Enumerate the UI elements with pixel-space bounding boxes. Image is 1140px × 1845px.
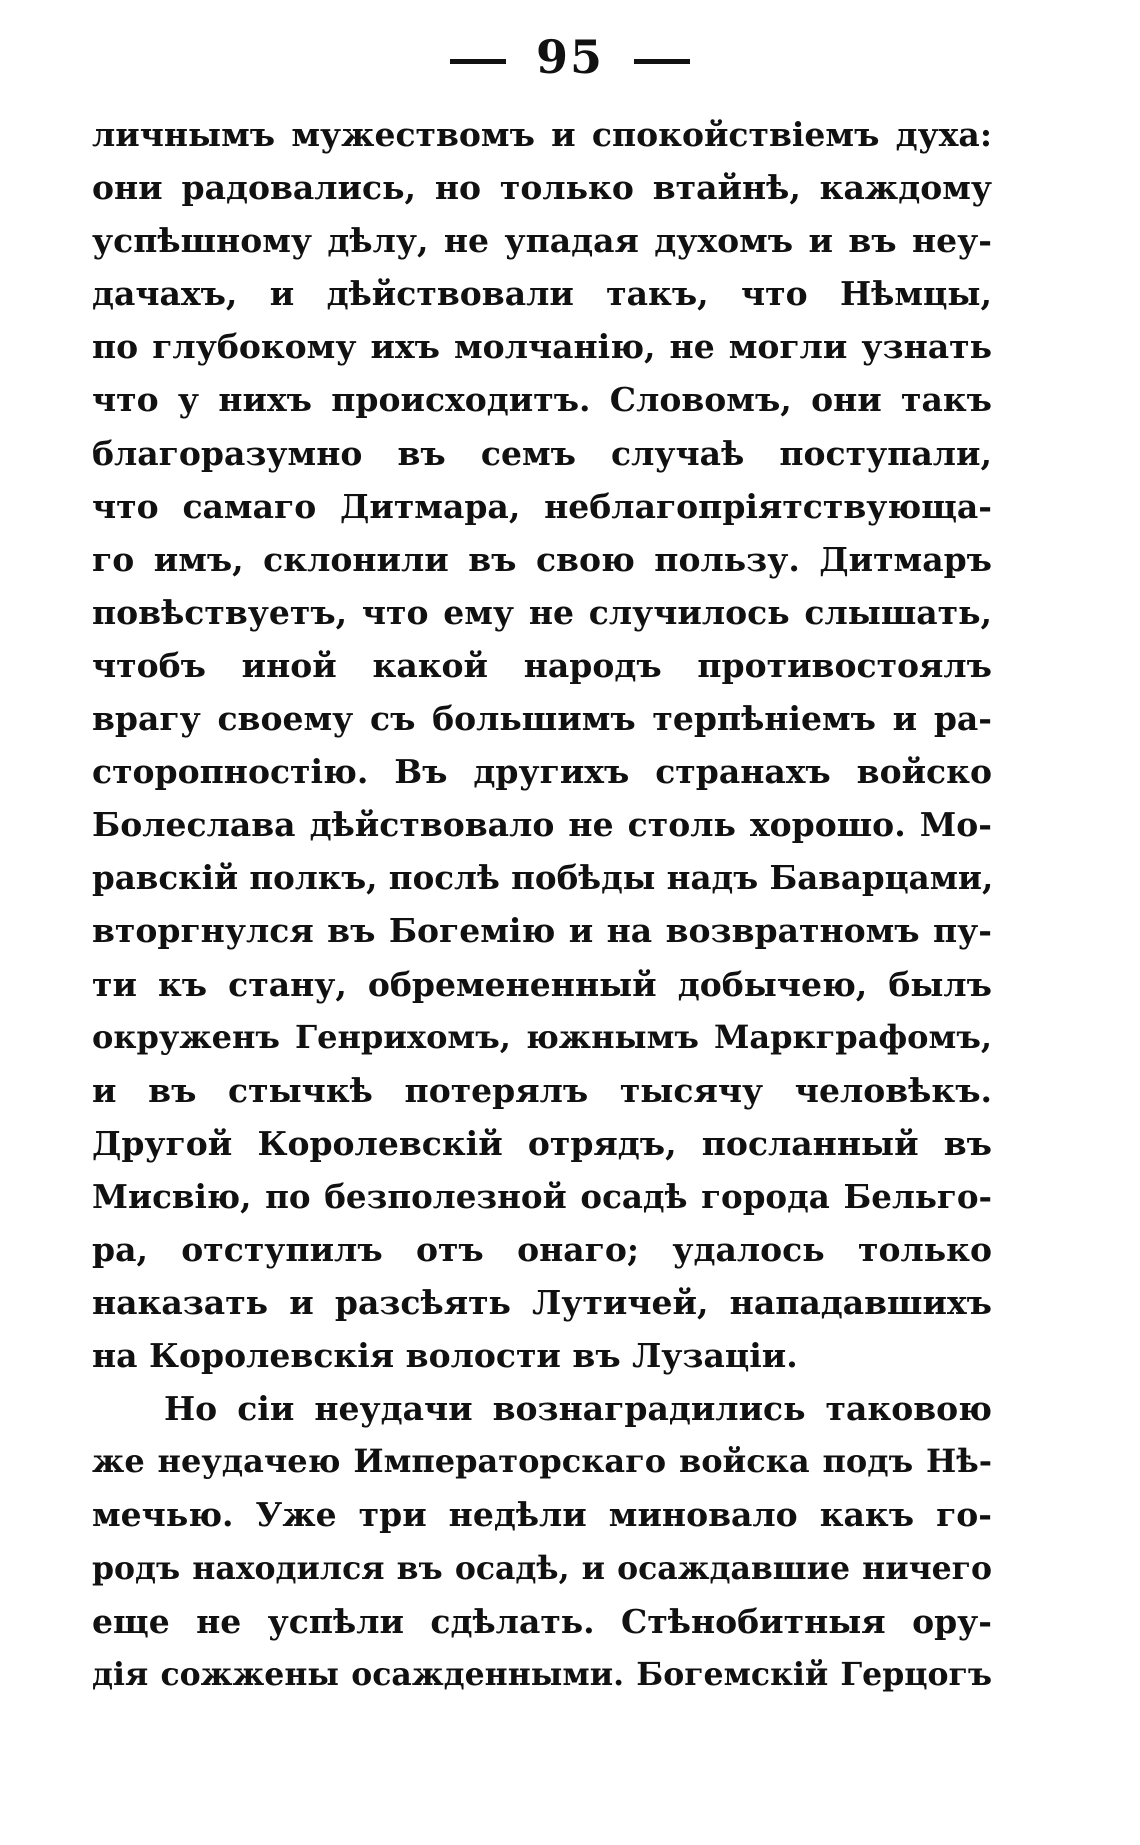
- page-header: [0, 30, 1140, 84]
- text-line: Болеслава дѣйствовало не столь хорошо. Мо-: [92, 805, 992, 845]
- text-line: что самаго Дитмара, неблагопріятствующа-: [92, 486, 992, 526]
- text-line: благоразумно въ семъ случаѣ поступали,: [92, 433, 992, 473]
- text-line: наказать и разсѣять Лутичей, нападавшихъ: [92, 1283, 992, 1323]
- text-line: Но сіи неудачи вознаградились таковою: [164, 1389, 992, 1429]
- text-line: го имъ, склонили въ свою пользу. Дитмаръ: [92, 539, 992, 579]
- text-line: врагу своему съ большимъ терпѣніемъ и ра-: [92, 699, 992, 739]
- text-line: родъ находился въ осадѣ, и осаждавшие ничего: [92, 1549, 992, 1587]
- text-line: и въ стычкѣ потерялъ тысячу человѣкъ.: [92, 1070, 992, 1110]
- header-dash-left: [420, 30, 536, 84]
- header-dash-right: [604, 30, 720, 84]
- paragraph: [92, 108, 992, 1382]
- text-line: Мисвію, по безполезной осадѣ города Бельго-: [92, 1176, 992, 1216]
- text-line: личнымъ мужествомъ и спокойствіемъ духа:: [92, 115, 992, 154]
- page-number: 95: [535, 30, 604, 84]
- text-line: чтобъ иной какой народъ противостоялъ: [92, 645, 992, 685]
- text-line: успѣшному дѣлу, не упадая духомъ и въ неу-: [92, 221, 992, 261]
- text-line: еще не успѣли сдѣлать. Стѣнобитныя ору-: [92, 1601, 992, 1641]
- text-line: что у нихъ происходитъ. Словомъ, они такъ: [92, 380, 992, 420]
- text-line: ти къ стану, обремененный добычею, былъ: [92, 964, 992, 1004]
- text-line: повѣствуетъ, что ему не случилось слышать,: [92, 592, 992, 632]
- text-line: вторгнулся въ Богемію и на возвратномъ пу-: [92, 911, 992, 951]
- text-line: на Королевскія волости въ Лузаціи.: [92, 1336, 798, 1376]
- text-line: сторопностію. Въ другихъ странахъ войско: [92, 752, 992, 792]
- paragraph: [92, 1382, 992, 1701]
- text-line: ра, отступилъ отъ онаго; удалось только: [92, 1229, 992, 1269]
- text-line: мечью. Уже три недѣли миновало какъ го-: [92, 1495, 992, 1535]
- text-line: же неудачею Императорскаго войска подъ Нѣ-: [92, 1442, 992, 1481]
- text-line: окруженъ Генрихомъ, южнымъ Маркграфомъ,: [92, 1017, 992, 1056]
- text-line: равскій полкъ, послѣ побѣды надъ Баварцами,: [92, 858, 994, 898]
- text-line: по глубокому ихъ молчанію, не могли узнать: [92, 327, 992, 367]
- text-line: они радовались, но только втайнѣ, каждому: [92, 168, 992, 208]
- text-line: дачахъ, и дѣйствовали такъ, что Нѣмцы,: [92, 274, 992, 314]
- text-line: дія сожжены осажденными. Богемскій Герцогъ: [92, 1655, 992, 1693]
- text-line: Другой Королевскій отрядъ, посланный въ: [92, 1123, 992, 1163]
- body-text: [92, 108, 992, 1701]
